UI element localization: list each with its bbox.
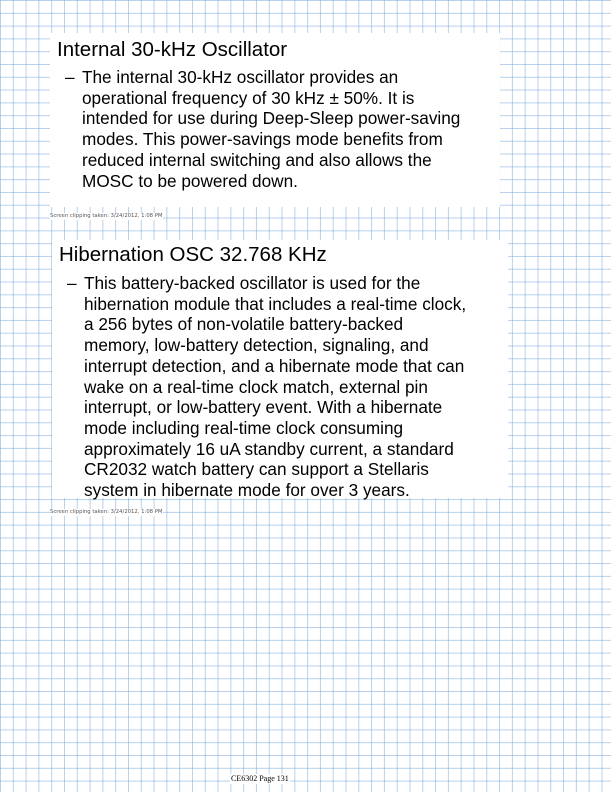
bullet-text: The internal 30-kHz oscillator provides an operational frequency of 30 kHz ± 50%. It is intended for use during Deep-Sleep power-saving modes. This power-savings mode benefits from reduced internal switching and also allows the MOSC to be powered down.	[82, 67, 461, 191]
page-footer: CE6302 Page 131	[231, 774, 289, 783]
clipping-title: Hibernation OSC 32.768 KHz	[59, 243, 327, 266]
bullet-dash: –	[67, 273, 77, 293]
clipping-caption: Screen clipping taken: 3/24/2012, 1:08 PM	[50, 213, 163, 219]
clipping-title: Internal 30-kHz Oscillator	[57, 38, 288, 61]
bullet-dash: –	[65, 67, 75, 87]
screen-clipping-hibernation-oscillator	[52, 240, 508, 501]
bullet-text: This battery-backed oscillator is used for the hibernation module that includes a real-time clock, a 256 bytes of non-volatile battery-backed memory, low-battery detection, signaling, and interrupt detection, and a hibernate mode that can wake on a real-time clock match, external pin interrupt, or low-battery event. With a hibernate mode including real-time clock consuming approximately 16 uA standby current, a standard CR2032 watch battery can support a Stellaris system in hibernate mode for over 3 years.	[84, 273, 467, 501]
clipping-caption: Screen clipping taken: 3/24/2012, 1:08 PM	[50, 509, 163, 515]
screen-clipping-internal-oscillator	[50, 33, 500, 207]
